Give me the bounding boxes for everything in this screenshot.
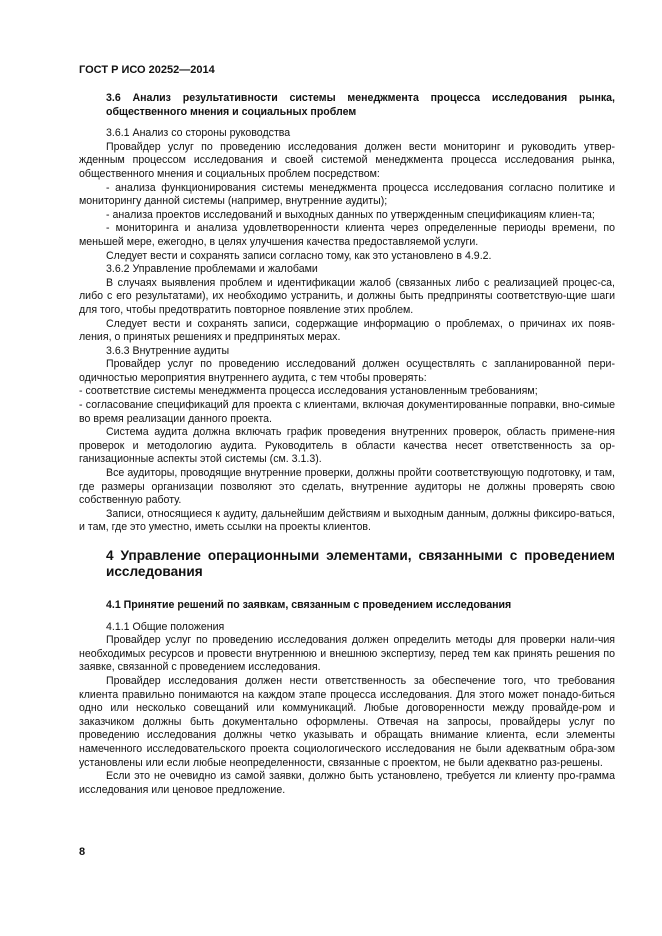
document-body [79,92,615,797]
paragraph: Провайдер исследования должен нести ответственность за обеспечение того, что требования клиента правильно понимаются на каждом этапе процесса исследования. Для этого может понадо-биться одно или несколько совещаний или коммуникаций. Любые договоренности между провайде-ром и заказчиком должны быть документально оформлены. Отвечая на запросы, провайдеры услуг по проведению исследования должны четко указывать и обращать внимание клиента, если элементы намеченного исследовательского проекта социологического исследования не были адекватным обра-зом установлены или если любые неопределенности, связанные с проектом, не были адекватно раз-решены. [79,674,615,769]
document-header: ГОСТ Р ИСО 20252—2014 [79,64,215,76]
subsection-3-6-1-title: 3.6.1 Анализ со стороны руководства [106,127,291,140]
list-item: - мониторинга и анализа удовлетворенности клиента через определенные периоды времени, по меньшей мере, ежегодно, в целях улучшения качества предоставляемой услуги. [79,222,615,248]
subsection-3-6-3-title: 3.6.3 Внутренние аудиты [106,344,230,357]
paragraph: Записи, относящиеся к аудиту, дальнейшим действиям и выходным данным, должны фиксиро-ваться, и там, где это уместно, иметь ссылки на проекты клиентов. [79,507,615,534]
paragraph: Если это не очевидно из самой заявки, должно быть установлено, требуется ли клиенту про-грамма исследования или ценовое предложение. [79,770,615,796]
section-4-heading: 4 Управление операционными элементами, связанными с проведением исследования [106,548,615,579]
paragraph: Все аудиторы, проводящие внутренние проверки, должны пройти соответствующую подготовку, и там, где размеры организации позволяют это сделать, внутренние аудиторы не должны проверять свою собственную работу. [79,467,615,507]
paragraph: Следует вести и сохранять записи согласно тому, как это установлено в 4.9.2. [106,249,492,262]
list-item: - соответствие системы менеджмента процесса исследования установленным требованиям; [79,385,538,398]
section-3-6-heading: 3.6 Анализ результативности системы менеджмента процесса исследования рынка, общественного мнения и социальных проблем [106,92,615,118]
list-item: - анализа функционирования системы менеджмента процесса исследования согласно политике и мониторингу данной системы (например, внутренние аудиты); [79,181,615,208]
page-number: 8 [79,846,86,858]
subsection-3-6-2-title: 3.6.2 Управление проблемами и жалобами [106,263,318,276]
paragraph: Следует вести и сохранять записи, содержащие информацию о проблемах, о причинах их появ-ления, о принятых решениях и предпринятых мерах. [79,317,615,344]
paragraph: Провайдер услуг по проведению исследования должен определить методы для проверки нали-чия необходимых ресурсов и провести внутреннюю и внешнюю экспертизу, перед тем как принять решения по заявке, связанной с проведением исследования. [79,634,615,674]
paragraph: В случаях выявления проблем и идентификации жалоб (связанных либо с реализацией процес-са, либо с его результатами), их необходимо устранить, и должны быть предприняты соответствую-щие шаги для того, чтобы предотвратить повторное появление этих проблем. [79,276,615,316]
section-4-1-heading: 4.1 Принятие решений по заявкам, связанным с проведением исследования [106,599,512,611]
subsection-4-1-1-title: 4.1.1 Общие положения [106,620,225,633]
paragraph: Система аудита должна включать график проведения внутренних проверок, область примене-ния проверок и методологию аудита. Руководитель в области качества несет ответственность за ор-ганизационные аспекты этой системы (см. 3.1.3). [79,426,615,466]
list-item: - анализа проектов исследований и выходных данных по утвержденным спецификациям клиен-та; [106,208,595,221]
paragraph: Провайдер услуг по проведению исследования должен вести мониторинг и руководить утвер-жденным процессом исследования и своей системой менеджмента процесса исследования рынка, общественного мнения и социальных проблем посредством: [79,140,615,180]
list-item: - согласование спецификаций для проекта с клиентами, включая документированные поправки, вно-симые во время реализации данного проекта. [79,399,615,425]
paragraph: Провайдер услуг по проведению исследований должен осуществлять с запланированной пери-одичностью мероприятия внутреннего аудита, с тем чтобы проверять: [79,358,615,384]
